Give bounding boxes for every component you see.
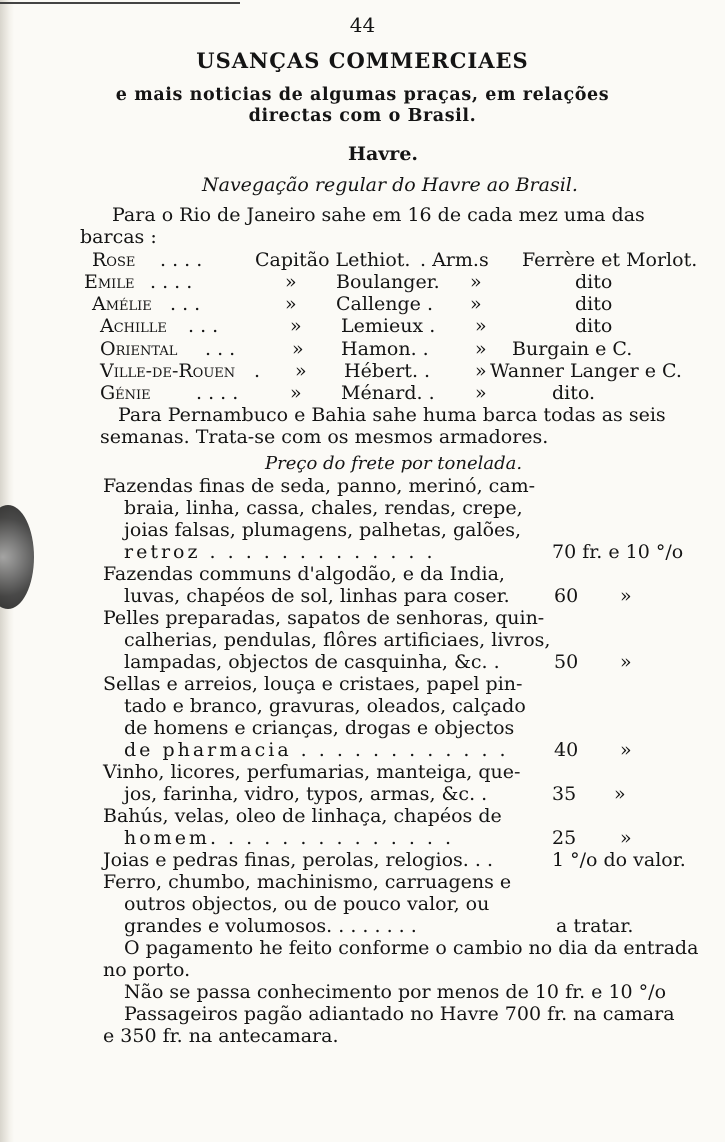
- freight-line: grandes e volumosos. . . . . . . .: [124, 915, 417, 937]
- ship-sep: »: [470, 293, 482, 315]
- ship-owner: dito: [575, 271, 613, 293]
- freight-mark: »: [620, 585, 632, 607]
- freight-price: 35: [552, 783, 577, 805]
- ship-sep: »: [475, 338, 487, 360]
- page-number: 44: [349, 13, 376, 37]
- ship-captain: Hébert. .: [344, 360, 431, 382]
- pernambuco-line-1: Para Pernambuco e Bahia sahe huma barca todas as seis: [118, 404, 666, 426]
- freight-price: 40: [554, 739, 579, 761]
- freight-line: homem. . . . . . . . . . . . . .: [124, 827, 455, 849]
- freight-line: retroz . . . . . . . . . . . . .: [124, 541, 436, 563]
- ship-captain-mark: »: [285, 271, 297, 293]
- ship-sep: »: [470, 271, 482, 293]
- ship-owner: dito.: [552, 382, 596, 404]
- freight-mark: »: [620, 651, 632, 673]
- freight-price: 60: [554, 585, 579, 607]
- intro-line-1: Para o Rio de Janeiro sahe em 16 de cada mez uma das: [112, 204, 645, 226]
- freight-line: de pharmacia . . . . . . . . . . . .: [124, 739, 509, 761]
- freight-price: 1 °/o do valor.: [552, 849, 686, 871]
- freight-line: de homens e crianças, drogas e objectos: [124, 717, 515, 739]
- ship-name: Génie: [100, 382, 151, 404]
- ship-owner: Burgain e C.: [512, 338, 633, 360]
- freight-price: 70 fr. e 10 °/o: [552, 541, 684, 563]
- freight-line: Ferro, chumbo, machinismo, carruagens e: [103, 871, 512, 893]
- ship-captain: Hamon. .: [341, 338, 429, 360]
- ship-captain: Capitão Lethiot.: [255, 249, 411, 271]
- freight-line: lampadas, objectos de casquinha, &c. .: [124, 651, 500, 673]
- ship-captain-mark: »: [290, 315, 302, 337]
- ship-owner: Wanner Langer e C.: [490, 360, 682, 382]
- intro-line-2: barcas :: [80, 226, 157, 248]
- subtitle-line-2: directas com o Brasil.: [248, 106, 477, 126]
- freight-line: Fazendas communs d'algodão, e da India,: [103, 563, 505, 585]
- ship-sep: »: [475, 360, 487, 382]
- ship-dots: . . . .: [150, 271, 193, 293]
- ship-name: Rose: [92, 249, 136, 271]
- ship-captain-mark: »: [285, 293, 297, 315]
- ship-name: Oriental: [100, 338, 178, 360]
- ship-owner: dito: [575, 315, 613, 337]
- binding-seal-mark: [0, 505, 34, 609]
- ship-dots: . . . .: [196, 382, 239, 404]
- subtitle-line-1: e mais noticias de algumas praças, em relações: [115, 85, 610, 105]
- ship-sep: »: [475, 382, 487, 404]
- freight-price: a tratar.: [556, 915, 634, 937]
- freight-line: braia, linha, cassa, chales, rendas, crepe,: [124, 497, 523, 519]
- closing-line-2: no porto.: [103, 959, 191, 981]
- ship-name: Emile: [84, 271, 135, 293]
- freight-line: joias falsas, plumagens, palhetas, galões,: [124, 519, 522, 541]
- top-rule: [0, 2, 240, 4]
- page-title: USANÇAS COMMERCIAES: [196, 48, 529, 73]
- ship-captain: Boulanger.: [336, 271, 440, 293]
- freight-line: outros objectos, ou de pouco valor, ou: [124, 893, 490, 915]
- ship-sep: . Arm.s: [420, 249, 489, 271]
- ship-captain-mark: »: [295, 360, 307, 382]
- ship-sep: »: [475, 315, 487, 337]
- ship-dots: . . . .: [160, 249, 203, 271]
- ship-owner: dito: [575, 293, 613, 315]
- closing-line-5: e 350 fr. na antecamara.: [103, 1025, 339, 1047]
- freight-line: Pelles preparadas, sapatos de senhoras, quin-: [103, 607, 545, 629]
- freight-mark: »: [620, 739, 632, 761]
- freight-line: Sellas e arreios, louça e cristaes, papel pin-: [103, 673, 523, 695]
- freight-mark: »: [614, 783, 626, 805]
- ship-dots: . . .: [205, 338, 236, 360]
- closing-line-1: O pagamento he feito conforme o cambio no dia da entrada: [124, 937, 699, 959]
- ship-name: Ville-de-Rouen: [100, 360, 236, 382]
- ship-owner: Ferrère et Morlot.: [522, 249, 698, 271]
- ship-name: Amélie: [92, 293, 152, 315]
- ship-name: Achille: [100, 315, 167, 337]
- freight-heading: Preço do frete por tonelada.: [265, 453, 523, 474]
- freight-line: Fazendas finas de seda, panno, merinó, cam-: [103, 475, 536, 497]
- freight-mark: »: [620, 827, 632, 849]
- freight-line: luvas, chapéos de sol, linhas para coser.: [124, 585, 510, 607]
- ship-captain-mark: »: [292, 338, 304, 360]
- ship-captain: Lemieux .: [341, 315, 436, 337]
- closing-line-4: Passageiros pagão adiantado no Havre 700 fr. na camara: [124, 1003, 675, 1025]
- freight-line: Joias e pedras finas, perolas, relogios. . .: [103, 849, 494, 871]
- navigation-heading: Navegação regular do Havre ao Brasil.: [202, 174, 578, 196]
- freight-line: tado e branco, gravuras, oleados, calçado: [124, 695, 526, 717]
- freight-price: 25: [552, 827, 577, 849]
- ship-captain: Ménard. .: [341, 382, 435, 404]
- freight-line: calherias, pendulas, flôres artificiaes, livros,: [124, 629, 551, 651]
- section-heading: Havre.: [348, 143, 419, 165]
- freight-line: Vinho, licores, perfumarias, manteiga, que-: [103, 761, 521, 783]
- ship-dots: .: [254, 360, 261, 382]
- closing-line-3: Não se passa conhecimento por menos de 10 fr. e 10 °/o: [124, 981, 667, 1003]
- freight-line: jos, farinha, vidro, typos, armas, &c. .: [124, 783, 488, 805]
- ship-captain: Callenge .: [336, 293, 433, 315]
- ship-captain-mark: »: [290, 382, 302, 404]
- freight-line: Bahús, velas, oleo de linhaça, chapéos de: [103, 805, 502, 827]
- ship-dots: . . .: [170, 293, 201, 315]
- freight-price: 50: [554, 651, 579, 673]
- pernambuco-line-2: semanas. Trata-se com os mesmos armadores.: [100, 426, 549, 448]
- ship-dots: . . .: [188, 315, 219, 337]
